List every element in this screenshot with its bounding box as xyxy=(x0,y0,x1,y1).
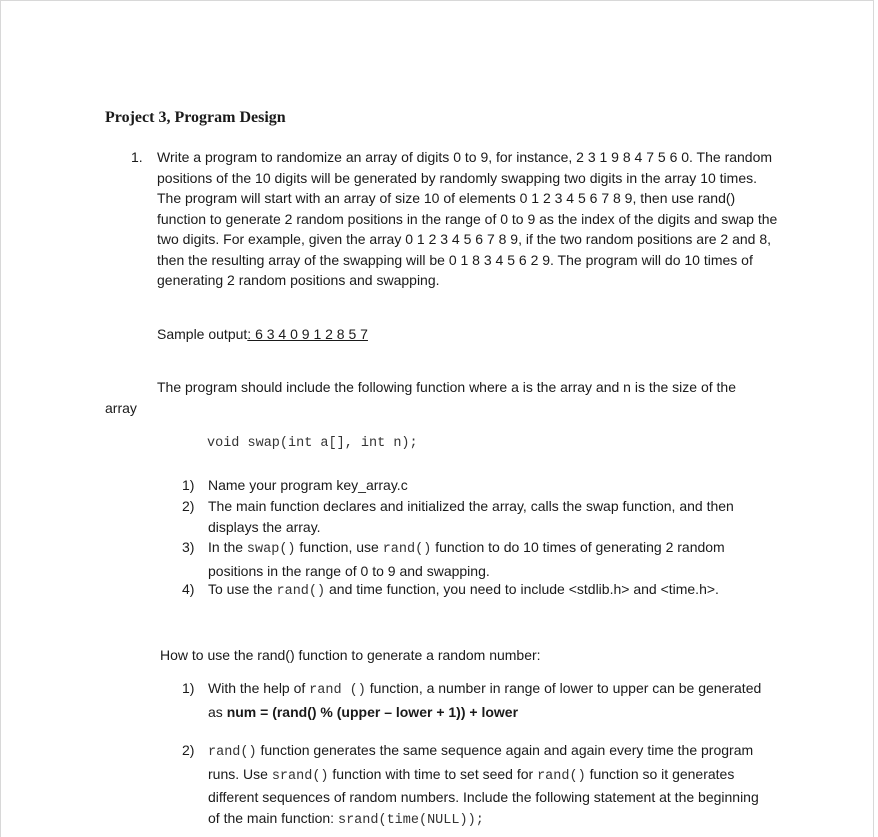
item-1-number: 1. xyxy=(131,149,143,165)
list2-item-2-mid2: function with time to set seed for xyxy=(328,765,538,782)
rand-code: rand() xyxy=(537,768,586,784)
list1-item-2-text: The main function declares and initialized the array, calls the swap function, and then displays the array. xyxy=(208,498,734,535)
list1-item-3-number: 3) xyxy=(182,539,195,555)
howto-heading: How to use the rand() function to generate a random number: xyxy=(160,647,541,663)
list1-item-4-pre: To use the xyxy=(208,581,277,597)
list2-item-1-text xyxy=(208,678,768,722)
item-1-details: The program will start with an array of size 10 of elements 0 1 2 3 4 5 6 7 8 9, then use rand() function to generate 2 random positions in the range of 0 to 9 as the index of the digits and swap the two digits. For example, given the array 0 1 2 3 4 5 6 7 8 9, if the two random positions are 2 and 8, then the resulting array of the swapping will be 0 1 8 3 4 5 6 2 9. The program will do 10 times of generating 2 random positions and swapping. xyxy=(157,190,778,288)
list1-item-4-post: and time function, you need to include <stdlib.h> and <time.h>. xyxy=(325,581,719,597)
list1-item-3-mid: function, use xyxy=(295,539,383,555)
item-1-paragraph xyxy=(157,147,782,291)
list2-item-1-pre: With the help of xyxy=(208,680,310,696)
list1-item-3-post: function to do 10 times of generating 2 random positions in the range of 0 to 9 and swapping. xyxy=(208,539,725,579)
list2-item-1-mid: function, a number in range of lower to upper can be generated as xyxy=(208,680,762,720)
rand-code: rand() xyxy=(276,584,326,599)
rand-code: rand() xyxy=(208,745,257,760)
function-signature-code: void swap(int a[], int n); xyxy=(207,436,418,451)
page-title: Project 3, Program Design xyxy=(105,109,286,126)
sample-output-line xyxy=(157,324,368,345)
random-number-formula: num = (rand() % (upper – lower + 1)) + lower xyxy=(226,703,519,720)
srand-code: srand() xyxy=(271,768,329,784)
list2-item-2-text xyxy=(208,740,773,831)
rand-code: rand() xyxy=(382,542,432,557)
list2-item-2-number: 2) xyxy=(182,742,195,758)
sample-output-value: : 6 3 4 0 9 1 2 8 5 7 xyxy=(247,326,368,342)
list1-item-3-pre: In the xyxy=(208,539,247,555)
list2-item-2-post: function so it generates different sequences of random numbers. Include the following statement at the beginning of the main function: xyxy=(208,765,759,826)
list2-item-2-mid: function generates the same sequence again and again every time the program runs. Use xyxy=(208,742,754,782)
list1-item-4-text xyxy=(208,579,778,603)
list1-item-4-number: 4) xyxy=(182,581,195,597)
sample-output-label: Sample output xyxy=(157,326,248,342)
include-function-text-continued: array xyxy=(105,400,137,416)
rand-code: rand () xyxy=(309,683,366,698)
item-1-intro: Write a program to randomize an array of digits 0 to 9, for instance, 2 3 1 9 8 4 7 5 6 0. The random positions of the 10 digits will be generated by randomly swapping two digits in the array 10 times. xyxy=(157,149,773,186)
include-function-text: The program should include the following function where a is the array and n is the size of the xyxy=(157,379,736,395)
srand-statement-code: srand(time(NULL)); xyxy=(337,812,484,828)
list2-item-1-number: 1) xyxy=(182,680,195,696)
list1-item-2-number: 2) xyxy=(182,498,195,514)
list1-item-3-text xyxy=(208,537,778,581)
list1-item-1-number: 1) xyxy=(182,477,195,493)
list1-item-1-text: Name your program key_array.c xyxy=(208,477,408,493)
swap-code: swap() xyxy=(246,542,296,557)
